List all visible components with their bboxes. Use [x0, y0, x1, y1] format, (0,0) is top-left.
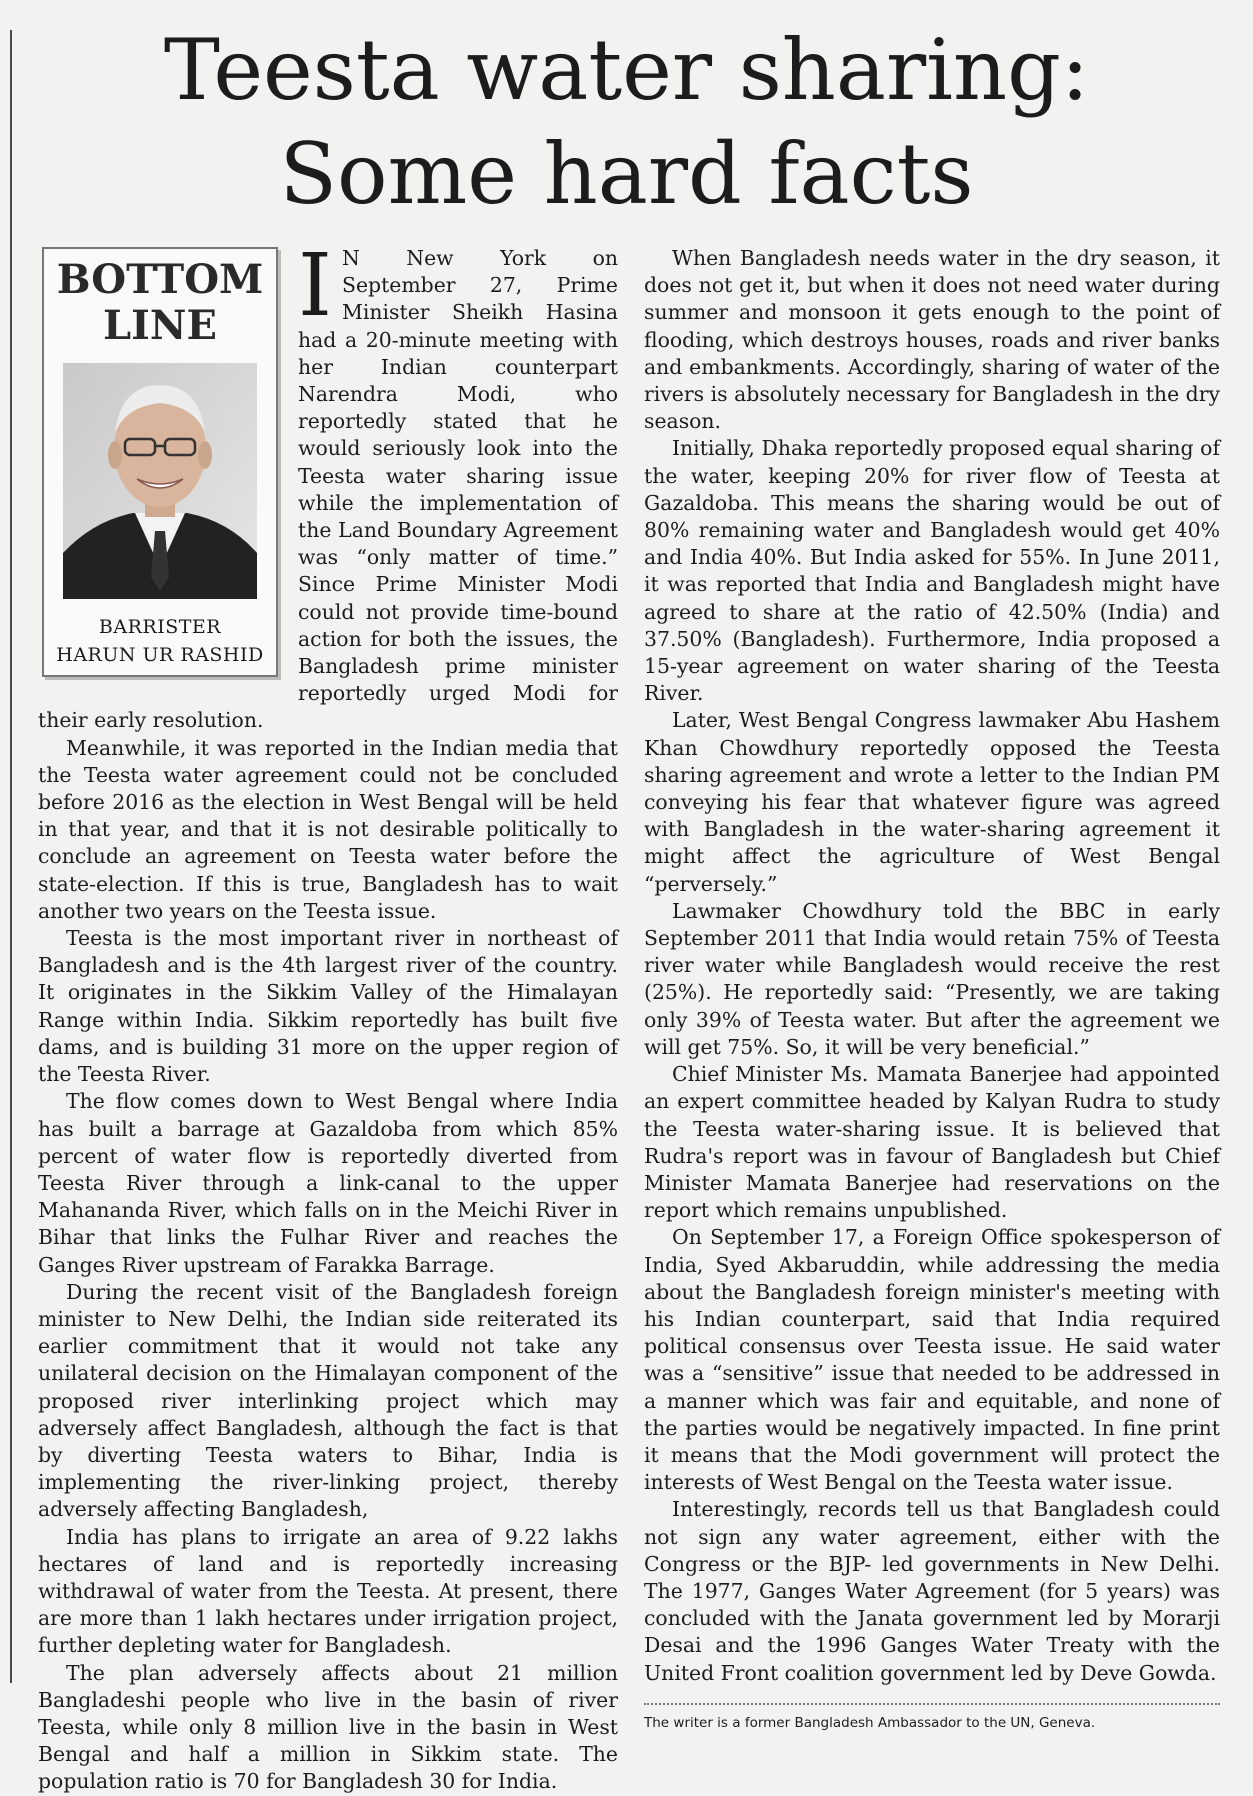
article-column-1 [38, 236, 618, 1796]
paragraph-11: Lawmaker Chowdhury told the BBC in early September 2011 that India would retain 75% of Teesta river water while Bangladesh would receive the rest (25%). He reportedly said: “Presently, we are taking only 39% of Teesta water. But after the agreement we will get 75%. So, it will be very beneficial.” [644, 898, 1220, 1059]
author-line-2: HARUN UR RASHID [56, 644, 264, 666]
column-title [50, 257, 270, 349]
paragraph-14: Interestingly, records tell us that Bangladesh could not sign any water agreement, either with the Congress or the BJP- led governments in New Delhi. The 1977, Ganges Water Agreement (for 5 years) was concluded with the Janata government led by Morarji Desai and the 1996 Ganges Water Treaty with the United Front coalition government led by Deve Gowda. [644, 1497, 1220, 1685]
paragraph-10: Later, West Bengal Congress lawmaker Abu Hashem Khan Chowdhury reportedly opposed the Teesta sharing agreement and wrote a letter to the Indian PM conveying his fear that whatever figure was agreed with Bangladesh in the water-sharing agreement it might affect the agriculture of West Bengal “perversely.” [644, 708, 1220, 896]
paragraph-2: Meanwhile, it was reported in the Indian media that the Teesta water agreement could not be concluded before 2016 as the election in West Bengal will be held in that year, and that it is not desirable politically to conclude an agreement on Teesta water before the state-election. If this is true, Bangladesh has to wait another two years on the Teesta issue. [38, 735, 618, 923]
paragraph-1-text: N New York on September 27, Prime Minister Sheikh Hasina had a 20-minute meeting with her Indian counterpart Narendra Modi, who reportedly stated that he would seriously look into the Teesta water sharing issue while the implementation of the Land Boundary Agreement was “only matter of time.” Since Prime Minister Modi could not provide time-bound action for both the issues, the Bangladesh prime minister reportedly urged Modi for their early resolution. [38, 246, 618, 733]
article-column-2 [644, 245, 1220, 1733]
bottom-line-box [42, 247, 278, 677]
headline-line-2: Some hard facts [279, 125, 974, 223]
paragraph-13: On September 17, a Foreign Office spokesperson of India, Syed Akbaruddin, while addressing the media about the Bangladesh foreign minister's meeting with his Indian counterpart, said that India required political consensus over Teesta issue. He said water was a “sensitive” issue that needed to be addressed in a manner which was fair and equitable, and none of the parties would be negatively impacted. In fine print it means that the Modi government will protect the interests of West Bengal on the Teesta water issue. [644, 1225, 1220, 1495]
author-portrait [63, 363, 257, 599]
headline [20, 18, 1233, 226]
column-title-line-2: LINE [103, 302, 217, 349]
column-title-line-1: BOTTOM [56, 256, 264, 303]
author-byline [50, 613, 270, 669]
paragraph-9: Initially, Dhaka reportedly proposed equal sharing of the water, keeping 20% for river flow of Teesta at Gazaldoba. This means the sharing would be out of 80% remaining water and Bangladesh would get 40% and India 40%. But India asked for 55%. In June 2011, it was reported that India and Bangladesh might have agreed to share at the ratio of 42.50% (India) and 37.50% (Bangladesh). Furthermore, India proposed a 15-year agreement on water sharing of the Teesta River. [644, 436, 1220, 706]
paragraph-3: Teesta is the most important river in northeast of Bangladesh and is the 4th largest river of the country. It originates in the Sikkim Valley of the Himalayan Range within India. Sikkim reportedly has built five dams, and is building 31 more on the upper region of the Teesta River. [38, 926, 618, 1087]
paragraph-5: During the recent visit of the Bangladesh foreign minister to New Delhi, the Indian side reiterated its earlier commitment that it would not take any unilateral decision on the Himalayan component of the proposed river interlinking project which may adversely affect Bangladesh, although the fact is that by diverting Teesta waters to Bihar, India is implementing the river-linking project, thereby adversely affecting Bangladesh, [38, 1279, 618, 1522]
drop-cap: I [298, 236, 332, 336]
headline-line-1: Teesta water sharing: [163, 21, 1090, 119]
paragraph-4: The flow comes down to West Bengal where India has built a barrage at Gazaldoba from which 85% percent of water flow is reportedly diverted from Teesta River through a link-canal to the upper Mahananda River, which falls on in the Meichi River in Bihar that links the Fulhar River and reaches the Ganges River upstream of Farakka Barrage. [38, 1089, 618, 1277]
paragraph-6: India has plans to irrigate an area of 9.22 lakhs hectares of land and is reportedly increasing withdrawal of water from the Teesta. At present, there are more than 1 lakh hectares under irrigation project, further depleting water for Bangladesh. [38, 1524, 618, 1658]
paragraph-12: Chief Minister Ms. Mamata Banerjee had appointed an expert committee headed by Kalyan Rudra to study the Teesta water-sharing issue. It is believed that Rudra's report was in favour of Bangladesh but Chief Minister Mamata Banerjee had reservations on the report which remains unpublished. [644, 1062, 1220, 1223]
paragraph-7: The plan adversely affects about 21 million Bangladeshi people who live in the basin of river Teesta, while only 8 million live in the basin in West Bengal and half a million in Sikkim state. The population ratio is 70 for Bangladesh 30 for India. [38, 1660, 618, 1794]
dotted-divider [644, 1703, 1220, 1705]
author-line-1: BARRISTER [98, 616, 222, 638]
column-rule [10, 30, 12, 1683]
paragraph-8: When Bangladesh needs water in the dry season, it does not get it, but when it does not need water during summer and monsoon it gets enough to the point of flooding, which destroys houses, roads and river banks and embankments. Accordingly, sharing of water of the rivers is absolutely necessary for Bangladesh in the dry season. [644, 246, 1220, 434]
writer-footnote: The writer is a former Bangladesh Ambassador to the UN, Geneva. [644, 1714, 1096, 1731]
